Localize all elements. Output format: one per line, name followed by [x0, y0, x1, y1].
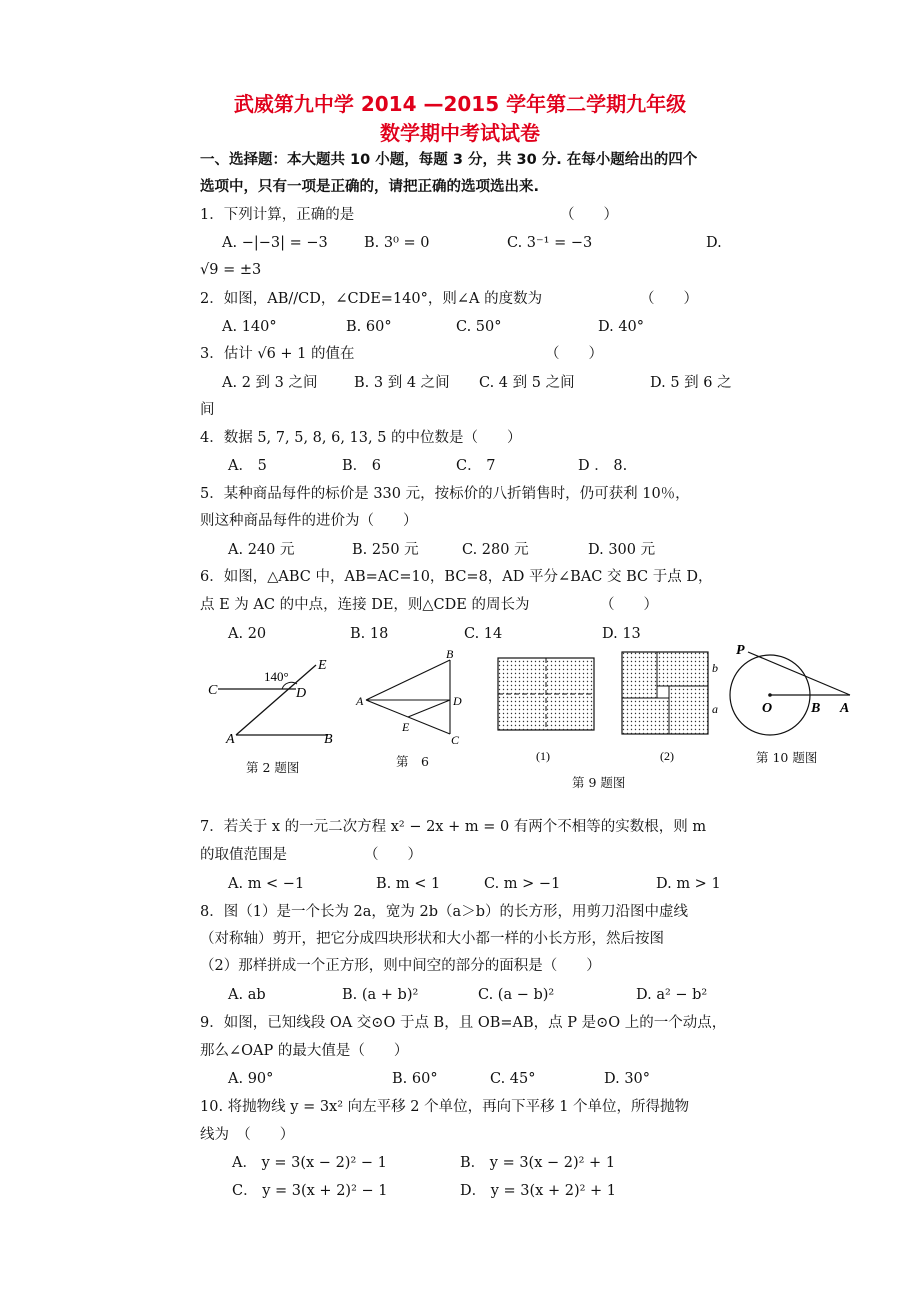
label-d: D	[453, 694, 462, 708]
q5-stem-2: 则这种商品每件的进价为（ ）	[200, 513, 418, 529]
figure-q2-caption: 第 2 题图	[246, 760, 300, 775]
q2-option-b: B. 60°	[346, 319, 392, 335]
q10-option-b: B． y = 3(x − 2)² + 1	[460, 1155, 616, 1171]
q1-stem: 1．下列计算，正确的是	[200, 207, 355, 223]
q8-option-d: D. a² − b²	[636, 987, 708, 1003]
q1-answer-paren: （ ）	[560, 207, 618, 223]
label-d: D	[296, 686, 307, 701]
q6-option-a: A. 20	[228, 626, 267, 642]
q6-option-c: C. 14	[464, 626, 503, 642]
q10-stem-2: 线为 （ ）	[200, 1127, 295, 1143]
q6-option-b: B. 18	[350, 626, 389, 642]
q7-stem-1: 7．若关于 x 的一元二次方程 x² − 2x + m = 0 有两个不相等的实数根，则 m	[200, 819, 707, 835]
q2-option-a: A. 140°	[222, 319, 277, 335]
figure-q9-caption: 第 9 题图	[572, 775, 626, 790]
label-c: C	[451, 733, 460, 747]
label-a: a	[712, 702, 718, 716]
q2-stem: 2．如图，AB//CD，∠CDE=140°，则∠A 的度数为	[200, 291, 543, 307]
figure-q6	[350, 648, 465, 748]
q6-answer-paren: （ ）	[600, 597, 658, 613]
label-b: b	[712, 661, 718, 675]
figure-q6-caption: 第 6	[396, 754, 429, 769]
q5-option-b: B. 250 元	[352, 542, 419, 558]
section-intro-1: 一、选择题：本大题共 10 小题，每题 3 分，共 30 分. 在每小题给出的四个	[200, 152, 698, 168]
q1-option-c: C. 3⁻¹ = −3	[507, 235, 593, 251]
segment-pa	[748, 652, 850, 695]
label-b: B	[446, 648, 454, 661]
q8-option-a: A. ab	[228, 987, 266, 1003]
figure-q9-part1	[498, 658, 594, 730]
q5-stem-1: 5．某种商品每件的标价是 330 元，按标价的八折销售时，仍可获利 10％，	[200, 486, 690, 502]
label-b: B	[811, 701, 821, 716]
q2-option-c: C. 50°	[456, 319, 502, 335]
figure-q9-sub2: (2)	[660, 749, 674, 763]
q9-option-b: B. 60°	[392, 1071, 438, 1087]
figure-q9-sub1: (1)	[536, 749, 550, 763]
q7-option-d: D. m > 1	[656, 876, 721, 892]
q8-stem-2: （对称轴）剪开，把它分成四块形状和大小都一样的小长方形，然后按图	[200, 931, 664, 947]
q6-option-d: D. 13	[602, 626, 641, 642]
q6-stem-1: 6．如图，△ABC 中，AB=AC=10，BC=8，AD 平分∠BAC 交 BC 于点 D，	[200, 569, 713, 585]
q5-option-a: A. 240 元	[228, 542, 295, 558]
label-e: E	[402, 720, 410, 734]
q4-stem: 4．数据 5, 7, 5, 8, 6, 13, 5 的中位数是（ ）	[200, 430, 522, 446]
label-a: A	[356, 694, 364, 708]
figure-q9	[490, 648, 730, 766]
q10-option-a: A． y = 3(x − 2)² − 1	[232, 1155, 387, 1171]
q9-option-a: A. 90°	[228, 1071, 274, 1087]
exam-title-line1: 武威第九中学 2014 —2015 学年第二学期九年级	[233, 92, 687, 116]
label-a: A	[840, 701, 850, 716]
q8-option-b: B. (a + b)²	[342, 987, 419, 1003]
label-c: C	[208, 683, 218, 698]
q7-option-a: A. m < −1	[228, 876, 305, 892]
q1-option-d-cont: √9 = ±3	[200, 262, 262, 278]
q1-option-a: A. −|−3| = −3	[222, 235, 328, 251]
q8-option-c: C. (a − b)²	[478, 987, 555, 1003]
figure-q10	[724, 640, 860, 744]
angle-label-140: 140°	[264, 669, 289, 684]
q2-option-d: D. 40°	[598, 319, 645, 335]
q4-option-d: D ． 8.	[578, 458, 628, 474]
q9-stem-2: 那么∠OAP 的最大值是（ ）	[200, 1043, 409, 1059]
q6-stem-2: 点 E 为 AC 的中点，连接 DE，则△CDE 的周长为	[200, 597, 530, 613]
q3-stem: 3．估计 √6 + 1 的值在	[200, 346, 355, 362]
q10-option-c: C． y = 3(x + 2)² − 1	[232, 1183, 388, 1199]
q5-option-d: D. 300 元	[588, 542, 656, 558]
label-p: P	[736, 643, 745, 658]
q9-option-d: D. 30°	[604, 1071, 651, 1087]
q9-option-c: C. 45°	[490, 1071, 536, 1087]
label-b: B	[324, 732, 333, 747]
q8-stem-1: 8．图（1）是一个长为 2a，宽为 2b（a＞b）的长方形，用剪刀沿图中虚线	[200, 904, 688, 920]
figure-q2	[200, 655, 350, 751]
q4-option-c: C． 7	[456, 458, 496, 474]
q10-option-d: D． y = 3(x + 2)² + 1	[460, 1183, 617, 1199]
center-point	[768, 693, 772, 697]
q7-stem-2: 的取值范围是	[200, 847, 287, 863]
q7-option-c: C. m > −1	[484, 876, 561, 892]
q3-option-d-cont: 间	[200, 402, 215, 418]
q3-option-d: D. 5 到 6 之	[650, 375, 732, 391]
q8-stem-3: （2）那样拼成一个正方形，则中间空的部分的面积是（ ）	[200, 958, 601, 974]
q9-stem-1: 9．如图，已知线段 OA 交⊙O 于点 B，且 OB=AB，点 P 是⊙O 上的一个动点，	[200, 1015, 727, 1031]
q1-option-b: B. 3⁰ = 0	[364, 235, 430, 251]
q2-answer-paren: （ ）	[640, 291, 698, 307]
line-ab	[366, 660, 450, 700]
q3-option-c: C. 4 到 5 之间	[479, 375, 575, 391]
section-intro-2: 选项中，只有一项是正确的，请把正确的选项选出来.	[200, 179, 540, 195]
figure-q9-part2	[622, 652, 718, 734]
label-e: E	[318, 658, 327, 673]
q5-option-c: C. 280 元	[462, 542, 529, 558]
q4-option-a: A． 5	[228, 458, 267, 474]
exam-title-line2: 数学期中考试试卷	[380, 121, 540, 145]
q3-option-b: B. 3 到 4 之间	[354, 375, 450, 391]
q1-option-d: D.	[706, 235, 722, 251]
line-de	[408, 700, 450, 717]
q7-answer-paren: （ ）	[364, 847, 422, 863]
q10-stem-1: 10. 将抛物线 y = 3x² 向左平移 2 个单位，再向下平移 1 个单位，所得抛物	[200, 1099, 690, 1115]
q3-option-a: A. 2 到 3 之间	[222, 375, 318, 391]
label-a: A	[226, 732, 235, 747]
label-o: O	[762, 701, 773, 716]
q3-answer-paren: （ ）	[545, 346, 603, 362]
q7-option-b: B. m < 1	[376, 876, 441, 892]
q4-option-b: B． 6	[342, 458, 381, 474]
figure-q10-caption: 第 10 题图	[756, 750, 818, 765]
center-hole	[657, 686, 669, 698]
